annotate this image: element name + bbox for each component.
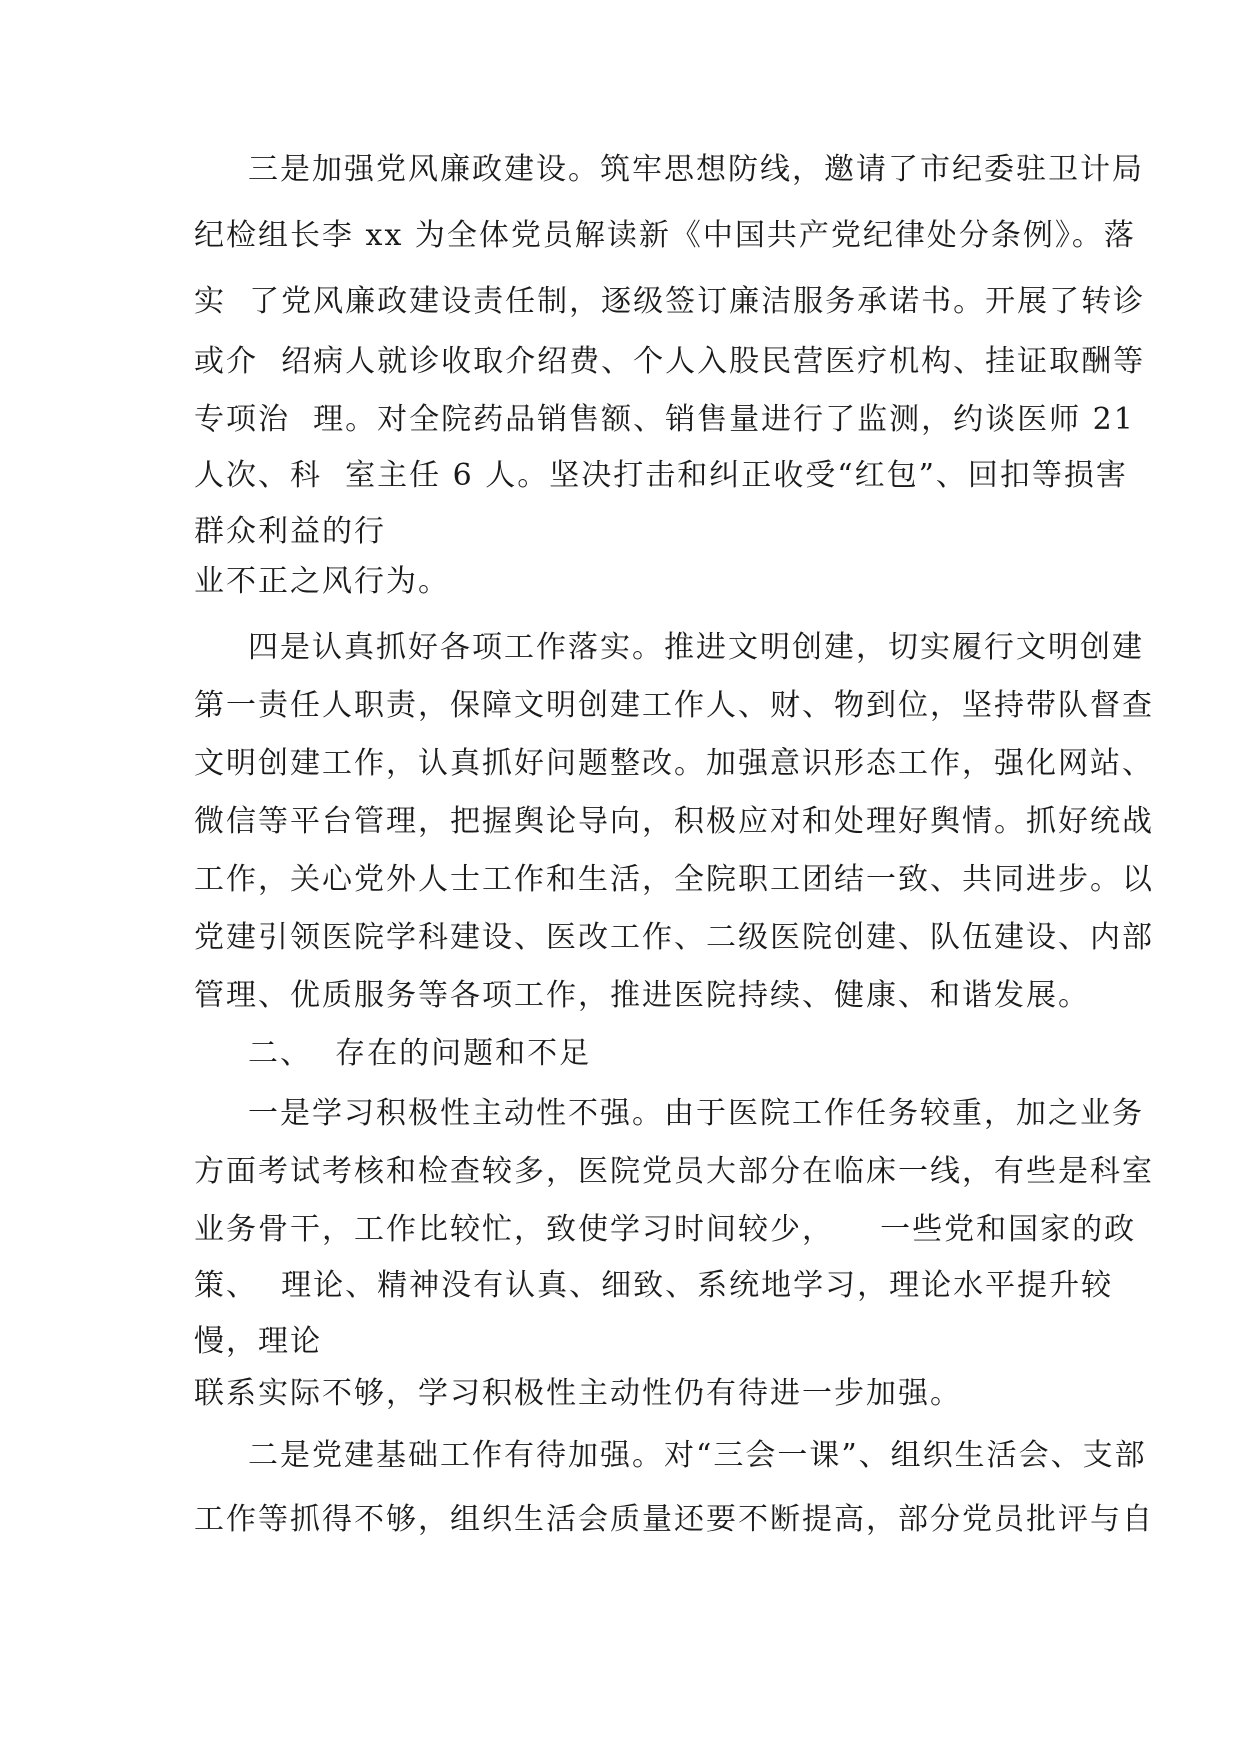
- text-line: 人次、科 室主任 6 人。坚决打击和纠正收受“红包”、回扣等损害: [194, 458, 1128, 493]
- text-line: 一是学习积极性主动性不强。由于医院工作任务较重，加之业务: [248, 1096, 1144, 1131]
- text-line: 党建引领医院学科建设、医改工作、二级医院创建、队伍建设、内部: [194, 920, 1154, 955]
- text-line: 业不正之风行为。: [194, 564, 450, 599]
- text-line: 专项治 理。对全院药品销售额、销售量进行了监测，约谈医师 21: [194, 402, 1135, 437]
- text-line: 或介 绍病人就诊收取介绍费、个人入股民营医疗机构、挂证取酬等: [194, 344, 1146, 379]
- text-line: 管理、优质服务等各项工作，推进医院持续、健康、和谐发展。: [194, 978, 1090, 1013]
- text-line: 方面考试考核和检查较多，医院党员大部分在临床一线，有些是科室: [194, 1154, 1154, 1189]
- text-line: 策、 理论、精神没有认真、细致、系统地学习，理论水平提升较: [194, 1268, 1114, 1303]
- text-line: 纪检组长李 xx 为全体党员解读新《中国共产党纪律处分条例》。落: [194, 218, 1136, 253]
- text-line: 工作，关心党外人士工作和生活，全院职工团结一致、共同进步。以: [194, 862, 1154, 897]
- text-line: 二是党建基础工作有待加强。对“三会一课”、组织生活会、支部: [248, 1438, 1147, 1473]
- text-line: 四是认真抓好各项工作落实。推进文明创建，切实履行文明创建: [248, 630, 1144, 665]
- text-line: 群众利益的行: [194, 514, 386, 549]
- text-line: 工作等抓得不够，组织生活会质量还要不断提高，部分党员批评与自: [194, 1502, 1154, 1537]
- text-line: 慢，理论: [194, 1324, 322, 1359]
- text-line: 三是加强党风廉政建设。筑牢思想防线，邀请了市纪委驻卫计局: [248, 152, 1144, 187]
- text-line: 实 了党风廉政建设责任制，逐级签订廉洁服务承诺书。开展了转诊: [194, 284, 1146, 319]
- text-line: 联系实际不够，学习积极性主动性仍有待进一步加强。: [194, 1376, 962, 1411]
- text-line: 文明创建工作，认真抓好问题整改。加强意识形态工作，强化网站、: [194, 746, 1154, 781]
- text-line: 微信等平台管理，把握舆论导向，积极应对和处理好舆情。抓好统战: [194, 804, 1154, 839]
- text-line: 第一责任人职责，保障文明创建工作人、财、物到位，坚持带队督查: [194, 688, 1154, 723]
- text-line: 业务骨干，工作比较忙，致使学习时间较少， 一些党和国家的政: [194, 1212, 1137, 1247]
- section-heading: 二、 存在的问题和不足: [248, 1036, 592, 1071]
